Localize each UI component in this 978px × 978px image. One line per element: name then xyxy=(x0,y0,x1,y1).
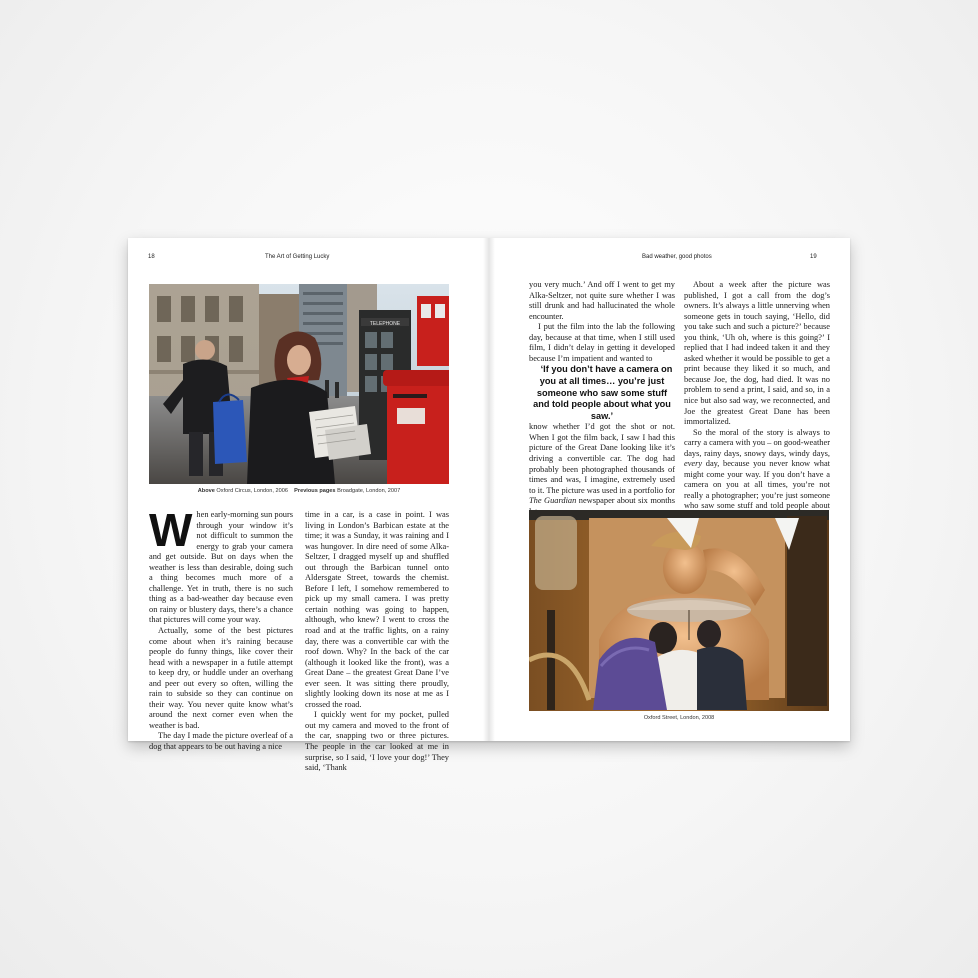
paragraph-10 xyxy=(684,428,830,523)
left-text-column-1 xyxy=(149,504,293,753)
right-text-column-2 xyxy=(684,280,830,523)
paragraph-4: time in a car, is a case in point. I was living in London’s Barbican estate at the time; it was a Sunday, it was raining and I was hungover. In dire need of some Alka-Seltzer, I dragged myself up and shuffled out through the Barbican tunnel onto Aldersgate Street, towards the chemist. Before I left, I somehow remembered to pick up my small camera. I was pretty certain nothing was going to happen, although, who knew? I went to cross the road and at the traffic lights, on a rainy day, there was a convertible car with the roof down. Why? In the back of the car (although it looked like the front), was a Great Dane – the greatest Great Dane I’ve ever seen. It was sitting there proudly, slightly looking down its nose at me as I crossed the road. xyxy=(305,510,449,709)
paragraph-6: you very much.’ And off I went to get my Alka-Seltzer, not quite sure whether I was still drunk and had hallucinated the whole encounter. xyxy=(529,280,675,321)
paragraph-8-text-a: know whether I’d got the shot or not. When I got the film back, I saw I had this picture of the Great Dane looking like it’s driving a convertible car. The dog had probably been photographed thousands of times and was, I imagine, extremely used to it. The picture was used in a portfolio for xyxy=(529,422,675,495)
right-running-head: Bad weather, good photos xyxy=(642,254,712,260)
right-folio: 19 xyxy=(810,254,817,260)
left-caption xyxy=(149,488,449,494)
paragraph-5: I quickly went for my pocket, pulled out my camera and moved to the front of the car, snapping two or three pictures. The people in the car looked at me in surprise, so I said, ‘I love your dog!’ They said, ‘Thank xyxy=(305,710,449,773)
caption-label-above: Above xyxy=(197,488,215,494)
paragraph-3: The day I made the picture overleaf of a dog that appears to be out having a nice xyxy=(149,731,293,752)
caption-text-previous: Broadgate, London, 2007 xyxy=(337,488,401,494)
paragraph-10-text-a: So the moral of the story is always to carry a camera with you – on good-weather days, rainy days, snowy days, windy days, xyxy=(684,427,830,458)
left-text-column-2 xyxy=(305,510,449,774)
emphasis-every: every xyxy=(684,459,703,469)
caption-text-above: Oxford Circus, London, 2006 xyxy=(216,488,288,494)
photo-oxford-circus xyxy=(149,284,449,484)
paragraph-8-text-b: newspaper about six months xyxy=(578,496,676,506)
caption-label-previous: Previous pages xyxy=(294,488,336,494)
left-folio: 18 xyxy=(148,254,155,260)
left-running-head: The Art of Getting Lucky xyxy=(265,254,330,260)
photo-oxford-street-image xyxy=(529,510,829,711)
publication-title: The Guardian xyxy=(529,496,577,506)
paragraph-9: About a week after the picture was published, I got a call from the dog’s owners. It’s always a little unnerving when someone gets in touch saying, ‘Hello, did you take such and such a picture?’ because you think, ‘Uh oh, where is this going?’ I replied that I had indeed taken it and they asked whether it would be possible to get a print because they liked it so much, and because Joe, the dog, had died. It was no problem to send a print, I said, and so, in a nice but also sad way, we reconnected, and Joe the greatest Great Dane has been immortalized. xyxy=(684,280,830,427)
drop-cap: W xyxy=(149,504,193,556)
paragraph-10-text-b: day, because you never know what might come your way. If you don’t have a camera on you at all times, you’re not really a photographer; you’re just someone who saw some stuff and told people about xyxy=(684,459,830,511)
book-gutter xyxy=(483,238,495,741)
paragraph-7: I put the film into the lab the following day, because at that time, when I still used film, I didn’t delay in getting it developed because I’m impatient and wanted to xyxy=(529,322,675,363)
paragraph-8 xyxy=(529,422,675,517)
paragraph-2: Actually, some of the best pictures come about when it’s raining because people do funny things, like cover their head with a newspaper in a futile attempt to keep dry, or huddle under an overhang and peer out every so often, willing the rain to subside so they can continue on their way. You never quite know what’s around the next corner even when the weather is bad. xyxy=(149,626,293,730)
photo-oxford-circus-image xyxy=(149,284,449,484)
paragraph-1 xyxy=(149,504,293,626)
telephone-sign: TELEPHONE xyxy=(369,321,401,327)
pull-quote: ‘If you don’t have a camera on you at all times… you’re just someone who saw some stuff and told people about what you saw.’ xyxy=(533,364,673,421)
photo-oxford-street xyxy=(529,510,829,711)
book-spread xyxy=(128,238,850,773)
paragraph-1-text: hen early-morning sun pours through your window it’s not difficult to summon the energy to grab your camera and get outside. But on days when the weather is less than desirable, doing such a thing becomes much more of a challenge. Yet in truth, there is no such thing as a bad-weather day because even on rainy or blustery days, there’s a chance that pictures will come your way. xyxy=(149,510,293,625)
right-text-column-1 xyxy=(529,280,675,517)
right-caption: Oxford Street, London, 2008 xyxy=(643,715,715,721)
